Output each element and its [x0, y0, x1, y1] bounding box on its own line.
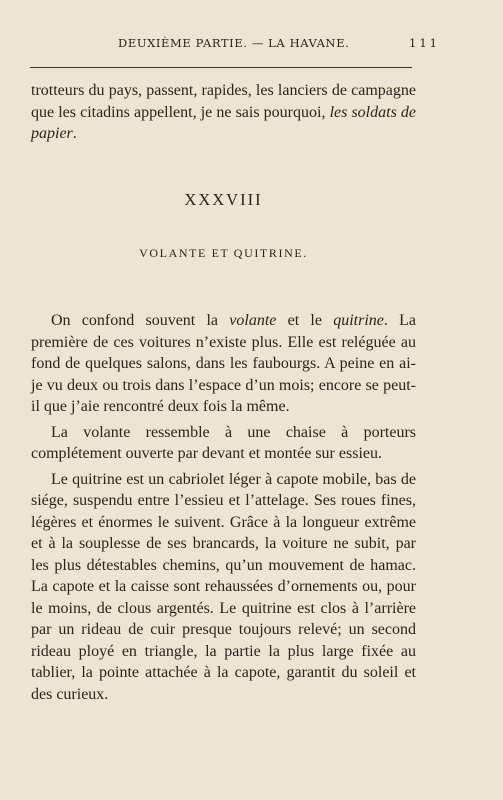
page-number: 111 — [409, 36, 440, 50]
chapter-number: XXXVIII — [184, 190, 263, 209]
header-rule — [30, 67, 412, 68]
continuation-italic: les soldats de papier — [31, 103, 417, 142]
p1-quitrine: quitrine — [333, 312, 384, 329]
running-head — [30, 34, 440, 52]
continuation-paragraph — [31, 80, 416, 149]
running-head-title: DEUXIÈME PARTIE. — LA HAVANE. — [118, 36, 350, 50]
p1-volante: volante — [229, 312, 277, 329]
chapter-subtitle: VOLANTE ET QUITRINE. — [139, 246, 308, 260]
paragraph-3: Le quitrine est un cabriolet léger à capote mobile, bas de siége, suspendu entre l’essieu et l’attelage. Ses roues fines, légères et énormes le suivent. Grâce à la longueur extrême et à la souplesse de ses brancards, la voiture ne subit, par les plus détestables chemins, qu’un mouvement de hamac. La capote et la caisse sont rehaussées d’ornements ou, pour le moins, de clous argentés. Le quitrine est clos à l’arrière par un rideau de cuir presque toujours relevé; un second rideau ployé en triangle, la partie la plus large fixée au tablier, la pointe attachée à la capote, garantit du soleil et des curieux. — [31, 470, 416, 703]
p1-c: et le — [276, 312, 334, 329]
continuation-text-start: trotteurs du pays, passent, rapides, les lanciers de campagne que les citadins appellent, je ne sais pourquoi, — [31, 82, 416, 121]
p1-a: On confond souvent la — [51, 312, 230, 329]
paragraph-1 — [31, 310, 416, 418]
paragraph-2: La volante ressemble à une chaise à porteurs complétement ouverte par devant et montée sur essieu. — [31, 423, 416, 462]
continuation-text — [31, 80, 416, 145]
p1-e: . La première de ces voitures n’existe plus. Elle est reléguée au fond de quelques salons, dans les faubourgs. A peine en ai-je vu deux ou trois dans l’espace d’un mois; encore se peut-il que j’aie rencontré deux fois la même. — [31, 312, 416, 415]
chapter-body — [31, 310, 416, 709]
continuation-text-end: . — [72, 125, 77, 142]
